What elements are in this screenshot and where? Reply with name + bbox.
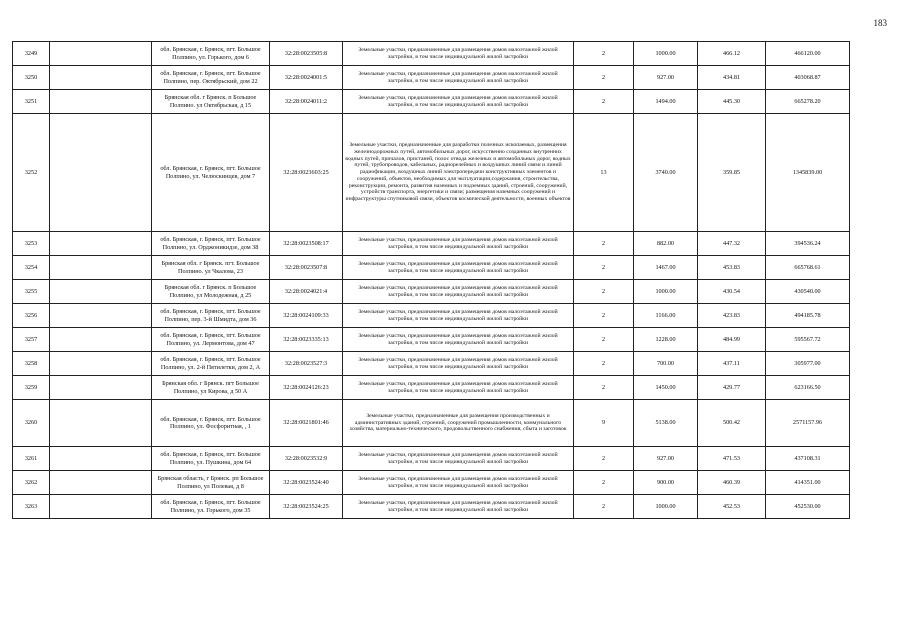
row-number: 3263 [13, 495, 50, 519]
table-row [13, 114, 850, 232]
cadastral-value-cell: 665278.20 [766, 90, 850, 114]
category-code-cell: 13 [574, 114, 634, 232]
cadastral-number-cell: 32:28:0024001:5 [270, 66, 343, 90]
specific-value-cell: 484.99 [698, 328, 766, 352]
cadastral-number-cell: 32:28:0023508:17 [270, 232, 343, 256]
address-cell: Брянская обл. г Брянск. п Большое Полпино, ул Молодежная, д 25 [152, 280, 270, 304]
row-number: 3249 [13, 42, 50, 66]
specific-value-cell: 434.81 [698, 66, 766, 90]
category-code-cell: 2 [574, 447, 634, 471]
land-use-cell: Земельные участки, предназначенные для размещения домов малоэтажной жилой застройки, в том числе индивидуальной жилой застройки [343, 90, 574, 114]
table-row [13, 256, 850, 280]
spacer-cell [50, 66, 152, 90]
cadastral-value-cell: 494185.78 [766, 304, 850, 328]
specific-value-cell: 500.42 [698, 400, 766, 447]
cadastral-number-cell: 32:28:0023505:8 [270, 42, 343, 66]
area-cell: 1166.00 [634, 304, 698, 328]
cadastral-value-cell: 305977.00 [766, 352, 850, 376]
area-cell: 927.00 [634, 447, 698, 471]
row-number: 3261 [13, 447, 50, 471]
address-cell: обл. Брянская, г. Брянск, пгт. Большое Полпино, ул. Горького, дом 6 [152, 42, 270, 66]
specific-value-cell: 430.54 [698, 280, 766, 304]
row-number: 3250 [13, 66, 50, 90]
spacer-cell [50, 280, 152, 304]
cadastral-number-cell: 32:28:0023524:40 [270, 471, 343, 495]
page-number: 183 [873, 18, 887, 28]
category-code-cell: 2 [574, 304, 634, 328]
cadastral-number-cell: 32:28:0024126:23 [270, 376, 343, 400]
table-row [13, 66, 850, 90]
cadastral-value-cell: 2571157.96 [766, 400, 850, 447]
spacer-cell [50, 471, 152, 495]
table-row [13, 471, 850, 495]
cadastral-value-cell: 665768.61 [766, 256, 850, 280]
cadastral-number-cell: 32:28:0023524:25 [270, 495, 343, 519]
area-cell: 900.00 [634, 471, 698, 495]
row-number: 3254 [13, 256, 50, 280]
category-code-cell: 2 [574, 495, 634, 519]
address-cell: обл. Брянская, г. Брянск, пгт. Большое Полпино, ул. Фосфоритная, , 1 [152, 400, 270, 447]
cadastral-number-cell: 32:28:0024021:4 [270, 280, 343, 304]
table-row [13, 352, 850, 376]
row-number: 3256 [13, 304, 50, 328]
address-cell: обл. Брянская, г. Брянск, пгт. Большое Полпино, ул. Горького, дом 35 [152, 495, 270, 519]
spacer-cell [50, 495, 152, 519]
category-code-cell: 2 [574, 376, 634, 400]
specific-value-cell: 429.77 [698, 376, 766, 400]
cadastral-number-cell: 32:28:0024109:33 [270, 304, 343, 328]
address-cell: обл. Брянская, г. Брянск, пгт. Большое Полпино, ул. 2-й Пятилетки, дом 2, А [152, 352, 270, 376]
area-cell: 1467.00 [634, 256, 698, 280]
spacer-cell [50, 352, 152, 376]
area-cell: 1000.00 [634, 42, 698, 66]
area-cell: 700.00 [634, 352, 698, 376]
category-code-cell: 2 [574, 66, 634, 90]
row-number: 3258 [13, 352, 50, 376]
category-code-cell: 2 [574, 352, 634, 376]
land-use-cell: Земельные участки, предназначенные для размещения домов малоэтажной жилой застройки, в том числе индивидуальной жилой застройки [343, 256, 574, 280]
cadastral-number-cell: 32:28:0021801:46 [270, 400, 343, 447]
specific-value-cell: 423.83 [698, 304, 766, 328]
address-cell: Брянская область, г Брянск. рп Большое Полпино, ул Полевая, д 8 [152, 471, 270, 495]
category-code-cell: 2 [574, 232, 634, 256]
row-number: 3262 [13, 471, 50, 495]
cadastral-registry-table [12, 41, 850, 519]
cadastral-value-cell: 437108.31 [766, 447, 850, 471]
table-row [13, 90, 850, 114]
category-code-cell: 2 [574, 280, 634, 304]
spacer-cell [50, 232, 152, 256]
cadastral-value-cell: 430540.00 [766, 280, 850, 304]
table-row [13, 447, 850, 471]
row-number: 3257 [13, 328, 50, 352]
address-cell: обл. Брянская, г. Брянск, пгт. Большое Полпино, ул. Челюскинцев, дом 7 [152, 114, 270, 232]
cadastral-value-cell: 452530.00 [766, 495, 850, 519]
table-row [13, 376, 850, 400]
spacer-cell [50, 114, 152, 232]
spacer-cell [50, 90, 152, 114]
category-code-cell: 2 [574, 471, 634, 495]
category-code-cell: 2 [574, 328, 634, 352]
address-cell: Брянская обл. г Брянск. пгт. Большое Полпино. ул Чкалова, 23 [152, 256, 270, 280]
cadastral-value-cell: 403068.87 [766, 66, 850, 90]
area-cell: 1228.00 [634, 328, 698, 352]
specific-value-cell: 466.12 [698, 42, 766, 66]
cadastral-number-cell: 32:28:0024011:2 [270, 90, 343, 114]
specific-value-cell: 437.11 [698, 352, 766, 376]
land-use-cell: Земельные участки, предназначенные для размещения домов малоэтажной жилой застройки, в том числе индивидуальной жилой застройки [343, 304, 574, 328]
area-cell: 1494.00 [634, 90, 698, 114]
area-cell: 3740.00 [634, 114, 698, 232]
address-cell: Брянская обл. г Брянск. п Большое Полпино. ул Октябрьская, д 15 [152, 90, 270, 114]
spacer-cell [50, 376, 152, 400]
cadastral-value-cell: 1345839.00 [766, 114, 850, 232]
cadastral-value-cell: 466120.00 [766, 42, 850, 66]
cadastral-number-cell: 32:28:0023335:13 [270, 328, 343, 352]
area-cell: 882.00 [634, 232, 698, 256]
table-row [13, 328, 850, 352]
table-row [13, 304, 850, 328]
land-use-cell: Земельные участки, предназначенные для размещения домов малоэтажной жилой застройки, в том числе индивидуальной жилой застройки [343, 232, 574, 256]
land-use-cell: Земельные участки, предназначенные для размещения домов малоэтажной жилой застройки, в том числе индивидуальной жилой застройки [343, 376, 574, 400]
address-cell: обл. Брянская, г. Брянск, пгт. Большое Полпино, ул. Лермонтова, дом 47 [152, 328, 270, 352]
cadastral-value-cell: 414351.00 [766, 471, 850, 495]
specific-value-cell: 460.39 [698, 471, 766, 495]
area-cell: 1000.00 [634, 280, 698, 304]
area-cell: 1450.00 [634, 376, 698, 400]
specific-value-cell: 452.53 [698, 495, 766, 519]
spacer-cell [50, 42, 152, 66]
address-cell: обл. Брянская, г. Брянск, пгт. Большое Полпино, пер. 3-й Шмидта, дом 36 [152, 304, 270, 328]
cadastral-value-cell: 595567.72 [766, 328, 850, 352]
cadastral-number-cell: 32:28:0023603:25 [270, 114, 343, 232]
address-cell: обл. Брянская, г. Брянск, пгт. Большое Полпино, ул. Орджоникидзе, дом 38 [152, 232, 270, 256]
row-number: 3253 [13, 232, 50, 256]
land-use-cell: Земельные участки, предназначенные для размещения домов малоэтажной жилой застройки, в том числе индивидуальной жилой застройки [343, 352, 574, 376]
registry-body [13, 42, 850, 519]
table-row [13, 400, 850, 447]
row-number: 3260 [13, 400, 50, 447]
land-use-cell: Земельные участки, предназначенные для размещения домов малоэтажной жилой застройки, в том числе индивидуальной жилой застройки [343, 328, 574, 352]
cadastral-value-cell: 394536.24 [766, 232, 850, 256]
land-use-cell: Земельные участки, предназначенные для размещения домов малоэтажной жилой застройки, в том числе индивидуальной жилой застройки [343, 66, 574, 90]
cadastral-number-cell: 32:28:0023532:9 [270, 447, 343, 471]
land-use-cell: Земельные участки, предназначенные для размещения домов малоэтажной жилой застройки, в том числе индивидуальной жилой застройки [343, 447, 574, 471]
table-row [13, 495, 850, 519]
land-use-cell: Земельные участки, предназначенные для размещения производственных и административных зданий, строений, сооружений промышленности, коммунального хозяйства, материально-технического, продовольственного снабжения, сбыта и заготовок [343, 400, 574, 447]
address-cell: обл. Брянская, г. Брянск, пгт. Большое Полпино, пер. Октябрьский, дом 22 [152, 66, 270, 90]
address-cell: Брянская обл. г Брянск. пгт Большое Полпино, ул Кирова, д 50 А [152, 376, 270, 400]
category-code-cell: 2 [574, 42, 634, 66]
cadastral-number-cell: 32:28:0023527:3 [270, 352, 343, 376]
address-cell: обл. Брянская, г. Брянск, пгт. Большое Полпино, ул. Пушкина, дом 64 [152, 447, 270, 471]
spacer-cell [50, 256, 152, 280]
category-code-cell: 2 [574, 90, 634, 114]
table-row [13, 232, 850, 256]
row-number: 3255 [13, 280, 50, 304]
area-cell: 927.00 [634, 66, 698, 90]
area-cell: 1000.00 [634, 495, 698, 519]
land-use-cell: Земельные участки, предназначенные для размещения домов малоэтажной жилой застройки, в том числе индивидуальной жилой застройки [343, 42, 574, 66]
area-cell: 5138.00 [634, 400, 698, 447]
row-number: 3251 [13, 90, 50, 114]
specific-value-cell: 453.83 [698, 256, 766, 280]
specific-value-cell: 471.53 [698, 447, 766, 471]
table-row [13, 280, 850, 304]
row-number: 3252 [13, 114, 50, 232]
land-use-cell: Земельные участки, предназначенные для размещения домов малоэтажной жилой застройки, в том числе индивидуальной жилой застройки [343, 280, 574, 304]
specific-value-cell: 447.32 [698, 232, 766, 256]
spacer-cell [50, 304, 152, 328]
land-use-cell: Земельные участки, предназначенные для размещения домов малоэтажной жилой застройки, в том числе индивидуальной жилой застройки [343, 471, 574, 495]
category-code-cell: 2 [574, 256, 634, 280]
spacer-cell [50, 328, 152, 352]
land-use-cell: Земельные участки, предназначенные для размещения домов малоэтажной жилой застройки, в том числе индивидуальной жилой застройки [343, 495, 574, 519]
category-code-cell: 9 [574, 400, 634, 447]
table-row [13, 42, 850, 66]
specific-value-cell: 445.30 [698, 90, 766, 114]
row-number: 3259 [13, 376, 50, 400]
spacer-cell [50, 400, 152, 447]
specific-value-cell: 359.85 [698, 114, 766, 232]
spacer-cell [50, 447, 152, 471]
land-use-cell: Земельные участки, предназначенные для разработки полезных ископаемых, размещения железнодорожных путей, автомобильных дорог, искусственно созданных внутренних водных путей, причалов, пристаней, полос отвода железных и автомобильных дорог, водных путей, трубопроводов, кабельных, радиорелейных и воздушных линий связи и линий радиофикации, воздушных линий электропередачи конструктивных элементов и сооружений, объектов, необходимых для эксплуатации,содержания, строительства, реконструкции, ремонта, развития наземных и подземных зданий, строений, сооружений, устройств транспорта, энергетики и связи; размещения наземных сооружений и инфраструктуры спутниковой связи, объектов космической деятельности, военных объектов [343, 114, 574, 232]
cadastral-value-cell: 623166.50 [766, 376, 850, 400]
cadastral-number-cell: 32:28:0023507:8 [270, 256, 343, 280]
